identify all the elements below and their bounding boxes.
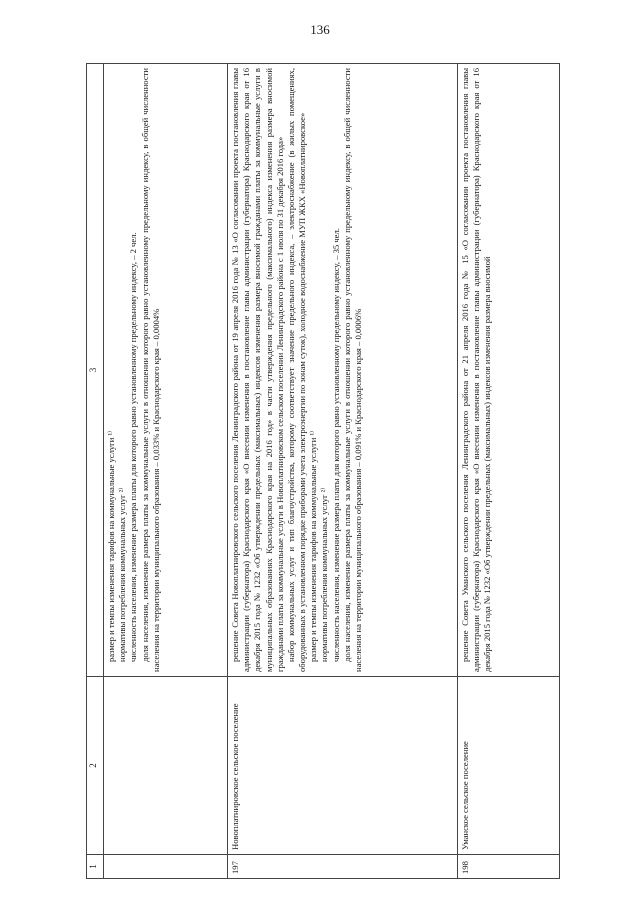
header-col-2: 2 xyxy=(87,677,104,855)
municipality-name: Новоплатнировское сельское поселение xyxy=(228,677,458,855)
municipality-name: Уманское сельское поселение xyxy=(458,677,560,855)
detail-line: решение Совета Новоплатнировского сельского поселения Ленинградского района от 19 апреля 2016 года № 13 «О согласовании проекта постановления главы администрации (губернатора) Краснодарского края «О внесении изменения в постановление главы администрации (губернатора) Краснодарского края от 16 декабря 2015 года № 1232 «Об утверждении предельных (максимальных) индексов изменения размера вносимой гражданами платы за коммунальные услуги в муниципальных образованиях Краснодарского края на 2016 год» в части утверждения предельного (максимального) индекса изменения размера вносимой гражданами платы за коммунальные услуги в Новоплатнировском сельском поселении Ленинградского района с 1 июля по 31 декабря 2016 года» xyxy=(230,68,285,672)
row-number xyxy=(104,855,228,879)
municipality-name xyxy=(104,677,228,855)
detail-line: доля населения, изменение размера платы за коммунальные услуги в отношении которого равно установленному предельному индексу, в общей численности населения на территории муниципального образования – 0,033% и Краснодарского края – 0,0004% xyxy=(139,68,161,672)
detail-line: размер и темпы изменения тарифов на коммунальные услуги ¹⁾ xyxy=(106,430,116,662)
document-table xyxy=(86,63,560,879)
table-header-row xyxy=(87,64,104,879)
detail-line: набор коммунальных услуг и тип благоустройства, которому соответствует значение предельного индекса, – электроснабжение (в жилых помещениях, оборудованных в установленном порядке приборами учета электроэнергии по зонам суток), холодное водоснабжение МУП ЖКХ «Новоплатнировское» xyxy=(285,68,308,672)
detail-line: доля населения, изменение размера платы за коммунальные услуги в отношении которого равно установленному предельному индексу, в общей численности населения на территории муниципального образования – 0,091% и Краснодарского края – 0,0006% xyxy=(341,68,363,672)
table-row xyxy=(458,64,560,879)
row-number: 198 xyxy=(458,855,560,879)
row-details xyxy=(458,64,560,677)
header-col-3: 3 xyxy=(87,64,104,677)
detail-line: размер и темпы изменения тарифов на коммунальные услуги ¹⁾ xyxy=(308,430,319,662)
rotated-table-wrapper xyxy=(86,64,560,879)
detail-line: численность населения, изменение размера платы для которого равно установленному предельному индексу, – 35 чел. xyxy=(330,228,341,662)
detail-line: нормативы потребления коммунальных услуг ²⁾ xyxy=(319,487,330,662)
detail-line: нормативы потребления коммунальных услуг ²⁾ xyxy=(117,487,128,662)
row-number: 197 xyxy=(228,855,458,879)
detail-line: численность населения, изменение размера платы для которого равно установленному предельному индексу, – 2 чел. xyxy=(128,232,139,662)
detail-line: решение Совета Уманского сельского поселения Ленинградского района от 21 апреля 2016 года № 15 «О согласовании проекта постановления главы администрации (губернатора) Краснодарского края «О внесении изменения в постановление главы администрации (губернатора) Краснодарского края от 16 декабря 2015 года № 1232 «Об утверждении предельных (максимальных) индексов изменения размера вносимой xyxy=(460,68,493,672)
header-col-1: 1 xyxy=(87,855,104,879)
page-number: 136 xyxy=(310,22,330,37)
table-row xyxy=(104,64,228,879)
row-details xyxy=(228,64,458,677)
table-row xyxy=(228,64,458,879)
row-details xyxy=(104,64,228,677)
